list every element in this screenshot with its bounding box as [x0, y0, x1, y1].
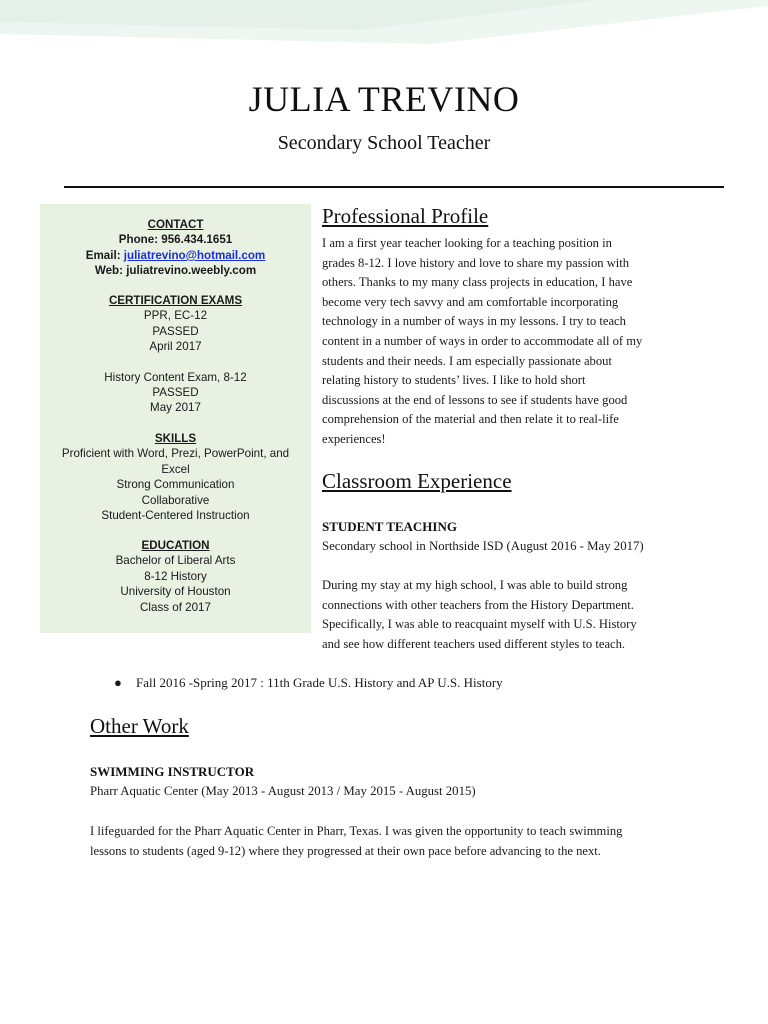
sidebar-panel	[40, 204, 311, 633]
exam-name: History Content Exam, 8-12	[104, 370, 247, 384]
education-item: 8-12 History	[144, 569, 207, 583]
classroom-role: STUDENT TEACHING	[322, 519, 457, 534]
candidate-name: JULIA TREVINO	[248, 79, 520, 119]
exam-status: PASSED	[152, 386, 199, 400]
header-divider	[64, 186, 724, 188]
classroom-line: and see how different teachers used different styles to teach.	[322, 636, 626, 651]
contact-email-row	[40, 248, 311, 263]
education-heading: EDUCATION	[141, 539, 210, 552]
contact-phone: Phone: 956.434.1651	[118, 233, 233, 247]
exam-date: April 2017	[149, 340, 202, 354]
skill-item: Proficient with Word, Prezi, PowerPoint, and	[61, 447, 290, 461]
contact-heading: CONTACT	[147, 218, 204, 231]
certification-section	[40, 293, 311, 416]
profile-line: content in a number of ways in order to accommodate all of my	[322, 333, 643, 348]
profile-line: I am a first year teacher looking for a teaching position in	[322, 236, 612, 250]
skill-item: Strong Communication	[116, 478, 235, 492]
other-work-heading: Other Work	[90, 714, 189, 738]
skill-item: Collaborative	[141, 493, 210, 507]
skills-section	[40, 431, 311, 523]
exam-date: May 2017	[150, 401, 201, 415]
other-work-line: lessons to students (aged 9-12) where they progressed at their own pace before advancing to the next.	[90, 843, 601, 858]
profile-line: technology in a number of ways in my lessons. I try to teach	[322, 314, 626, 329]
profile-line: experiences!	[322, 431, 386, 446]
profile-heading: Professional Profile	[322, 204, 489, 228]
contact-section	[40, 217, 311, 279]
profile-line: grades 8-12. I love history and love to share my passion with	[322, 255, 630, 270]
profile-line: become very tech savvy and am comfortable incorporating	[322, 294, 619, 309]
profile-line: discussions at the end of lessons to see if students have good	[322, 392, 628, 407]
profile-line: students and their needs. I am especially passionate about	[322, 353, 612, 368]
classroom-line: During my stay at my high school, I was able to build strong	[322, 578, 628, 592]
bullet-text: Fall 2016 -Spring 2017 : 11th Grade U.S. History and AP U.S. History	[136, 675, 503, 690]
classroom-place: Secondary school in Northside ISD (August 2016 - May 2017)	[322, 539, 644, 553]
certification-heading: CERTIFICATION EXAMS	[108, 294, 243, 307]
classroom-line: connections with other teachers from the History Department.	[322, 597, 634, 612]
education-item: University of Houston	[120, 585, 231, 599]
skill-item: Student-Centered Instruction	[101, 509, 250, 523]
other-work-place: Pharr Aquatic Center (May 2013 - August 2013 / May 2015 - August 2015)	[90, 784, 476, 798]
profile-line: comprehension of the material and then relate it to real-life	[322, 412, 619, 427]
profile-line: others. Thanks to my many class projects in education, I have	[322, 275, 633, 290]
skill-item: Excel	[161, 462, 190, 476]
education-item: Class of 2017	[140, 600, 211, 614]
candidate-title: Secondary School Teacher	[277, 132, 491, 154]
classroom-text	[322, 576, 637, 654]
other-work-text	[90, 822, 622, 861]
header-decoration	[0, 0, 768, 60]
contact-email-label: Email:	[85, 248, 124, 262]
profile-text	[322, 234, 642, 450]
other-work-line: I lifeguarded for the Pharr Aquatic Center in Pharr, Texas. I was given the opportunity to teach swimming	[90, 824, 623, 838]
other-work-role: SWIMMING INSTRUCTOR	[90, 764, 255, 779]
classroom-heading: Classroom Experience	[322, 469, 512, 493]
education-item: Bachelor of Liberal Arts	[115, 554, 236, 568]
exam-name: PPR, EC-12	[143, 309, 208, 323]
classroom-line: Specifically, I was able to reacquaint myself with U.S. History	[322, 617, 637, 632]
bullet-dot: ●	[114, 675, 122, 690]
contact-email-link[interactable]: juliatrevino@hotmail.com	[123, 248, 266, 262]
skills-heading: SKILLS	[154, 432, 197, 445]
classroom-bullet	[114, 675, 503, 691]
education-section	[40, 538, 311, 615]
exam-status: PASSED	[152, 324, 199, 338]
contact-web: Web: juliatrevino.weebly.com	[94, 264, 257, 278]
profile-line: relating history to students’ lives. I like to hold short	[322, 373, 586, 388]
